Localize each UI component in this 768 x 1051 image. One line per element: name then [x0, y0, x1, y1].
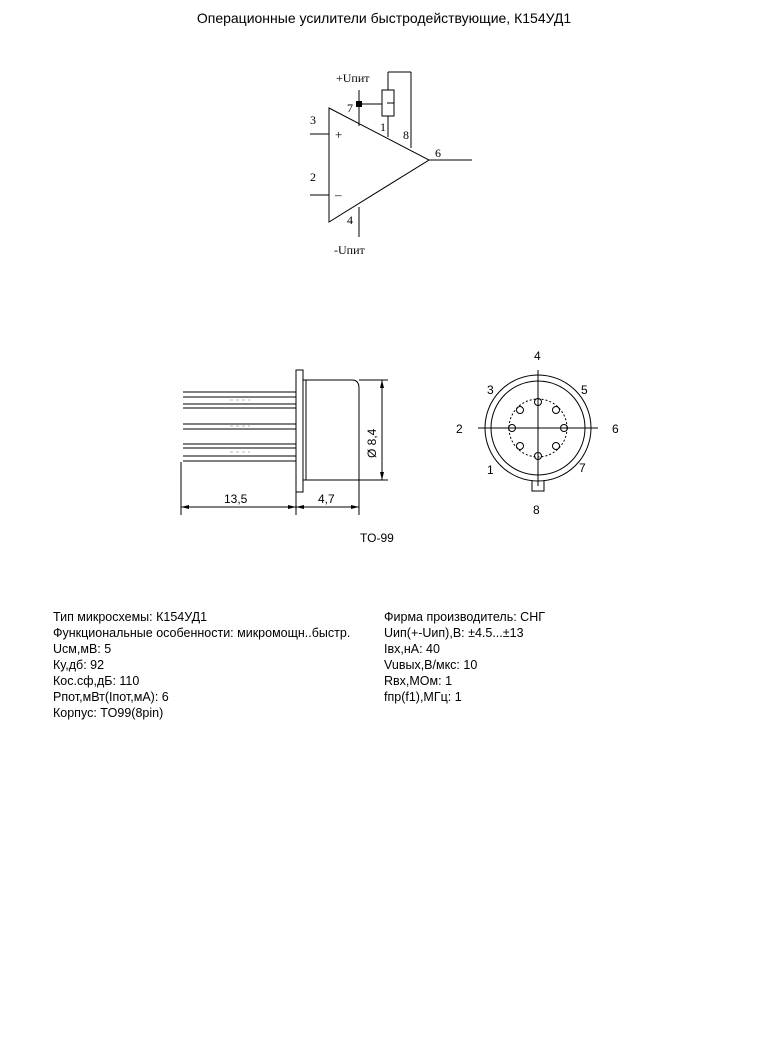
pin6-label: 6 — [435, 146, 441, 160]
dim-diameter-label: Ø 8,4 — [365, 428, 379, 458]
supply-pos-label: +Uпит — [336, 71, 370, 85]
param-input-resistance: Rвх,МОм: 1 — [384, 674, 453, 688]
bottom-pin-7: 7 — [579, 461, 586, 475]
pin2-label: 2 — [310, 170, 316, 184]
bottom-pin-2: 2 — [456, 422, 463, 436]
param-slew-rate: Vuвых,В/мкс: 10 — [384, 658, 478, 672]
bottom-pin-1: 1 — [487, 463, 494, 477]
package-name: TO-99 — [360, 531, 394, 545]
supply-neg-label: -Uпит — [334, 243, 365, 257]
pin7-label: 7 — [347, 101, 353, 115]
param-power: Рпот,мВт(Iпот,мА): 6 — [53, 690, 169, 704]
pin8-label: 8 — [403, 128, 409, 142]
param-bandwidth: fпр(f1),МГц: 1 — [384, 690, 462, 704]
bottom-pin-3: 3 — [487, 383, 494, 397]
param-supply-voltage: Uип(+-Uип),В: ±4.5...±13 — [384, 626, 524, 640]
param-offset-voltage: Uсм,мВ: 5 — [53, 642, 112, 656]
pin4-label: 4 — [347, 213, 353, 227]
param-package: Корпус: TO99(8pin) — [53, 706, 164, 720]
minus-sign: – — [335, 187, 342, 202]
plus-sign: + — [335, 127, 343, 142]
bottom-pin-4: 4 — [534, 349, 541, 363]
param-chip-type: Тип микросхемы: К154УД1 — [53, 610, 208, 624]
pin3-label: 3 — [310, 113, 316, 127]
page-title: Операционные усилители быстродействующие, К154УД1 — [196, 10, 572, 26]
param-cmrr: Кос.сф,дБ: 110 — [53, 674, 140, 688]
bottom-pin-5: 5 — [581, 383, 588, 397]
param-gain: Ку,дб: 92 — [53, 658, 105, 672]
params-left-column — [53, 609, 350, 721]
dim-length-label: 13,5 — [224, 492, 248, 506]
params-right-column — [384, 609, 545, 705]
dim-body-label: 4,7 — [318, 492, 335, 506]
param-manufacturer: Фирма производитель: СНГ — [384, 610, 545, 624]
pin1-label: 1 — [380, 120, 386, 134]
bottom-pin-6: 6 — [612, 422, 619, 436]
bottom-pin-8: 8 — [533, 503, 540, 517]
param-features: Функциональные особенности: микромощн..быстр. — [53, 626, 351, 640]
param-input-current: Iвх,нА: 40 — [384, 642, 440, 656]
